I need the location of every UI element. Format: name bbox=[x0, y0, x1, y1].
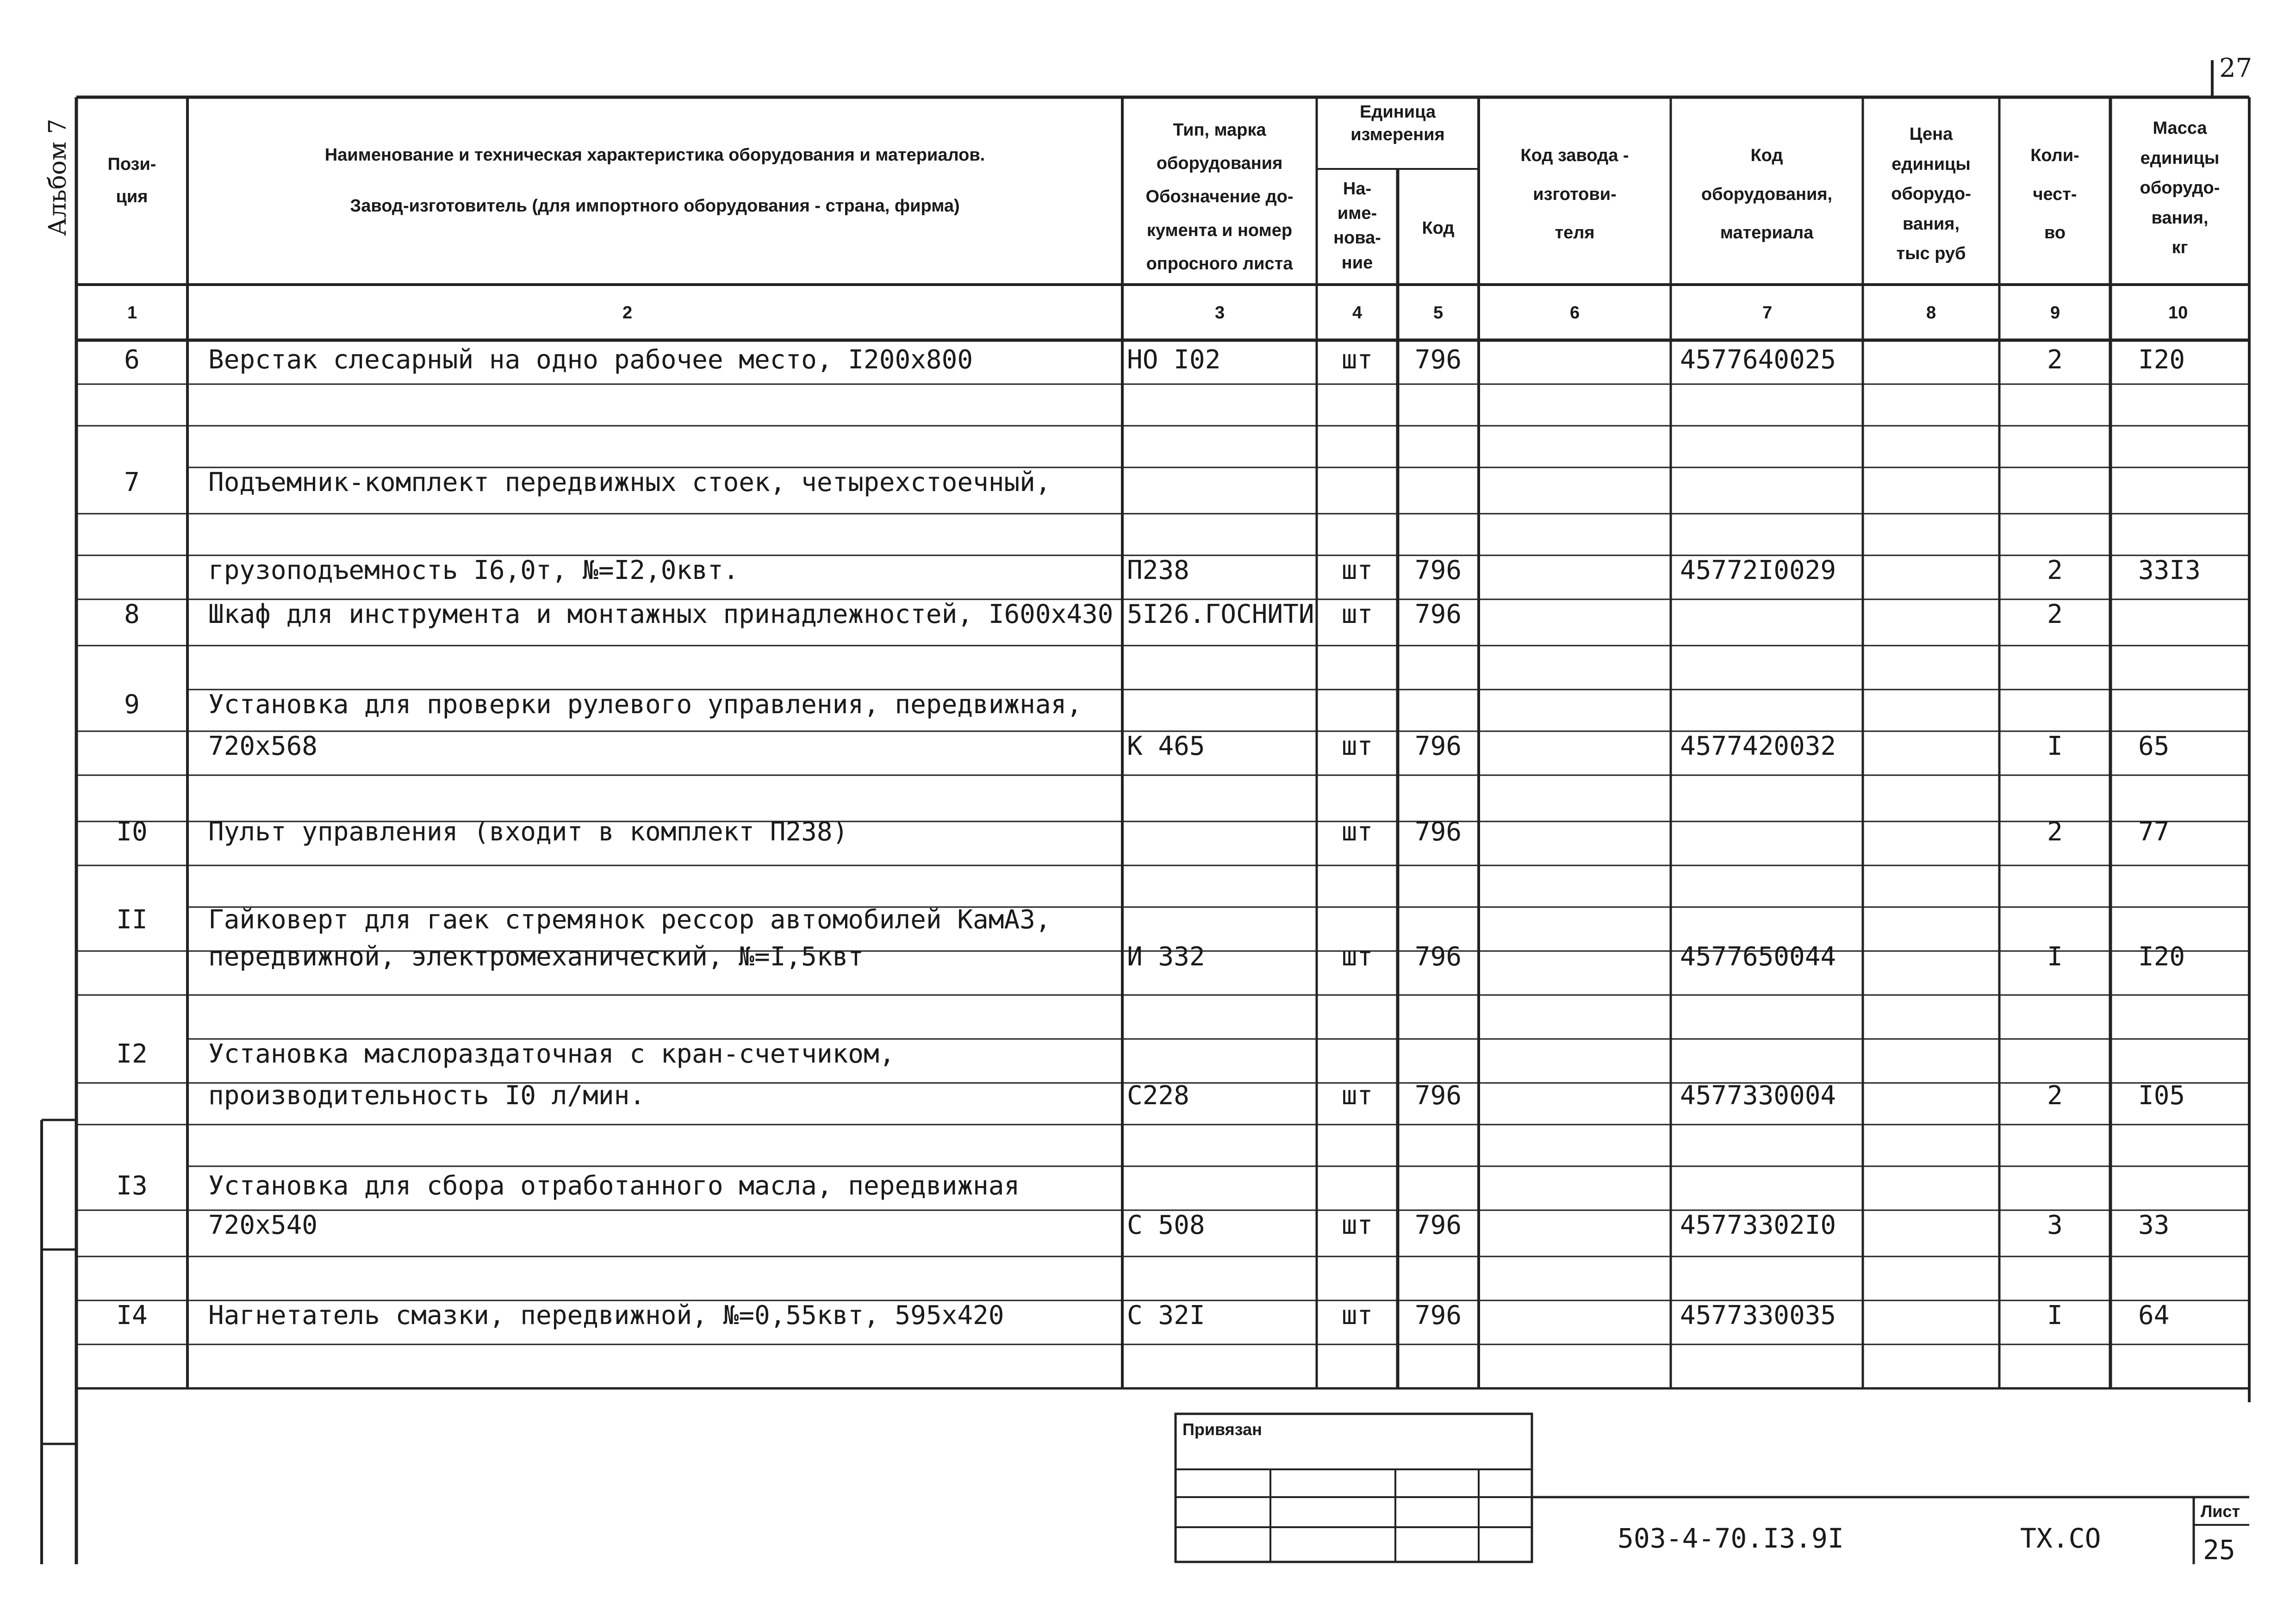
mass-cell: 77 bbox=[2138, 817, 2170, 847]
quantity-cell: 3 bbox=[2047, 1210, 2063, 1240]
column-number: 8 bbox=[1926, 303, 1936, 323]
sheet-number: 25 bbox=[2203, 1534, 2235, 1566]
unit-code-cell: 796 bbox=[1414, 599, 1462, 629]
header-position: Пози- ция bbox=[107, 155, 156, 207]
header-unit-group: Единица измерения bbox=[1350, 102, 1445, 145]
unit-code-cell: 796 bbox=[1414, 942, 1462, 972]
sheet-code: ТХ.СО bbox=[2020, 1523, 2101, 1554]
quantity-cell: I bbox=[2047, 731, 2063, 761]
column-number: 6 bbox=[1570, 303, 1580, 323]
column-number: 9 bbox=[2050, 303, 2060, 323]
unit-name-cell: шт bbox=[1341, 1081, 1373, 1111]
type-cell: НО I02 bbox=[1127, 345, 1221, 375]
column-number: 5 bbox=[1433, 303, 1444, 323]
name-cell: Нагнетатель смазки, передвижной, №=0,55квт, 595х420 bbox=[208, 1300, 1004, 1331]
header-factory-code: Код завода - изготови- теля bbox=[1520, 146, 1629, 243]
unit-code-cell: 796 bbox=[1414, 345, 1462, 375]
unit-name-cell: шт bbox=[1341, 555, 1373, 585]
column-number: 2 bbox=[622, 303, 633, 323]
equipment-code-cell: 4577640025 bbox=[1680, 345, 1836, 375]
equipment-code-cell: 4577650044 bbox=[1680, 942, 1836, 972]
header-unit-code: Код bbox=[1422, 218, 1455, 238]
sheet-label: Лист bbox=[2201, 1502, 2240, 1521]
unit-code-cell: 796 bbox=[1414, 1081, 1462, 1111]
name-cell: Верстак слесарный на одно рабочее место, I200х800 bbox=[208, 345, 973, 375]
unit-name-cell: шт bbox=[1341, 731, 1373, 761]
header-type: Тип, марка оборудования Обозначение до- кумента и номер опросного листа bbox=[1145, 120, 1294, 274]
equipment-code-cell: 4577330035 bbox=[1680, 1300, 1836, 1331]
unit-name-cell: шт bbox=[1341, 1300, 1373, 1331]
type-cell: П238 bbox=[1127, 555, 1189, 585]
name-cell: Установка для сбора отработанного масла, передвижная bbox=[208, 1171, 1020, 1201]
name-cell: 720х568 bbox=[208, 731, 318, 761]
unit-code-cell: 796 bbox=[1414, 1210, 1462, 1240]
position-cell: 7 bbox=[124, 467, 140, 497]
quantity-cell: I bbox=[2047, 1300, 2063, 1331]
name-cell: 720х540 bbox=[208, 1210, 318, 1240]
name-cell: Пульт управления (входит в комплект П238) bbox=[208, 817, 848, 847]
quantity-cell: I bbox=[2047, 942, 2063, 972]
unit-name-cell: шт bbox=[1341, 817, 1373, 847]
position-cell: I0 bbox=[116, 817, 148, 847]
type-cell: 5I26.ГОСНИТИ bbox=[1127, 599, 1314, 629]
unit-name-cell: шт bbox=[1341, 345, 1373, 375]
type-cell: С 32I bbox=[1127, 1300, 1205, 1331]
name-cell: Гайковерт для гаек стремянок рессор автомобилей КамАЗ, bbox=[208, 905, 1051, 935]
mass-cell: 33I3 bbox=[2138, 555, 2201, 585]
equipment-code-cell: 4577330004 bbox=[1680, 1081, 1836, 1111]
position-cell: 8 bbox=[124, 599, 140, 629]
type-cell: И 332 bbox=[1127, 942, 1205, 972]
name-cell: Установка для проверки рулевого управления, передвижная, bbox=[208, 690, 1083, 720]
header-name-line2: Завод-изготовитель (для импортного оборудования - страна, фирма) bbox=[350, 196, 960, 216]
mass-cell: 65 bbox=[2138, 731, 2170, 761]
unit-name-cell: шт bbox=[1341, 1210, 1373, 1240]
position-cell: I4 bbox=[116, 1300, 148, 1331]
header-mass: Масса единицы оборудо- вания, кг bbox=[2140, 118, 2220, 258]
column-number: 7 bbox=[1762, 303, 1773, 323]
unit-name-cell: шт bbox=[1341, 599, 1373, 629]
position-cell: I3 bbox=[116, 1171, 148, 1201]
unit-code-cell: 796 bbox=[1414, 1300, 1462, 1331]
mass-cell: I20 bbox=[2138, 345, 2185, 375]
album-label: Альбом 7 bbox=[44, 118, 72, 236]
column-number: 4 bbox=[1352, 303, 1363, 323]
column-number: 3 bbox=[1215, 303, 1225, 323]
page-number: 27 bbox=[2219, 53, 2252, 83]
name-cell: грузоподъемность I6,0т, №=I2,0квт. bbox=[208, 555, 739, 585]
unit-code-cell: 796 bbox=[1414, 731, 1462, 761]
mass-cell: 64 bbox=[2138, 1300, 2170, 1331]
mass-cell: I20 bbox=[2138, 942, 2185, 972]
position-cell: I2 bbox=[116, 1039, 148, 1069]
header-price: Цена единицы оборудо- вания, тыс руб bbox=[1891, 124, 1971, 264]
mass-cell: 33 bbox=[2138, 1210, 2170, 1240]
quantity-cell: 2 bbox=[2047, 599, 2063, 629]
quantity-cell: 2 bbox=[2047, 817, 2063, 847]
name-cell: Шкаф для инструмента и монтажных принадлежностей, I600х430 bbox=[208, 599, 1114, 629]
quantity-cell: 2 bbox=[2047, 1081, 2063, 1111]
equipment-code-cell: 4577420032 bbox=[1680, 731, 1836, 761]
quantity-cell: 2 bbox=[2047, 555, 2063, 585]
header-unit-name: На- име- нова- ние bbox=[1333, 179, 1381, 273]
type-cell: С 508 bbox=[1127, 1210, 1205, 1240]
position-cell: 6 bbox=[124, 345, 140, 375]
unit-name-cell: шт bbox=[1341, 942, 1373, 972]
unit-code-cell: 796 bbox=[1414, 555, 1462, 585]
equipment-code-cell: 45772I0029 bbox=[1680, 555, 1836, 585]
header-name-line1: Наименование и техническая характеристика оборудования и материалов. bbox=[324, 145, 985, 165]
position-cell: II bbox=[116, 905, 148, 935]
position-cell: 9 bbox=[124, 690, 140, 720]
name-cell: производительность I0 л/мин. bbox=[208, 1081, 646, 1111]
mass-cell: I05 bbox=[2138, 1081, 2185, 1111]
column-number: 10 bbox=[2168, 303, 2188, 323]
document-code: 503-4-70.I3.9I bbox=[1618, 1523, 1844, 1554]
attached-label: Привязан bbox=[1182, 1420, 1262, 1439]
type-cell: С228 bbox=[1127, 1081, 1189, 1111]
equipment-code-cell: 45773302I0 bbox=[1680, 1210, 1836, 1240]
quantity-cell: 2 bbox=[2047, 345, 2063, 375]
column-number: 1 bbox=[127, 303, 137, 323]
name-cell: передвижной, электромеханический, №=I,5квт bbox=[208, 942, 864, 972]
unit-code-cell: 796 bbox=[1414, 817, 1462, 847]
type-cell: К 465 bbox=[1127, 731, 1205, 761]
name-cell: Подъемник-комплект передвижных стоек, четырехстоечный, bbox=[208, 467, 1051, 497]
header-equipment-code: Код оборудования, материала bbox=[1701, 146, 1833, 243]
header-quantity: Коли- чест- во bbox=[2030, 146, 2079, 243]
name-cell: Установка маслораздаточная с кран-счетчиком, bbox=[208, 1039, 895, 1069]
